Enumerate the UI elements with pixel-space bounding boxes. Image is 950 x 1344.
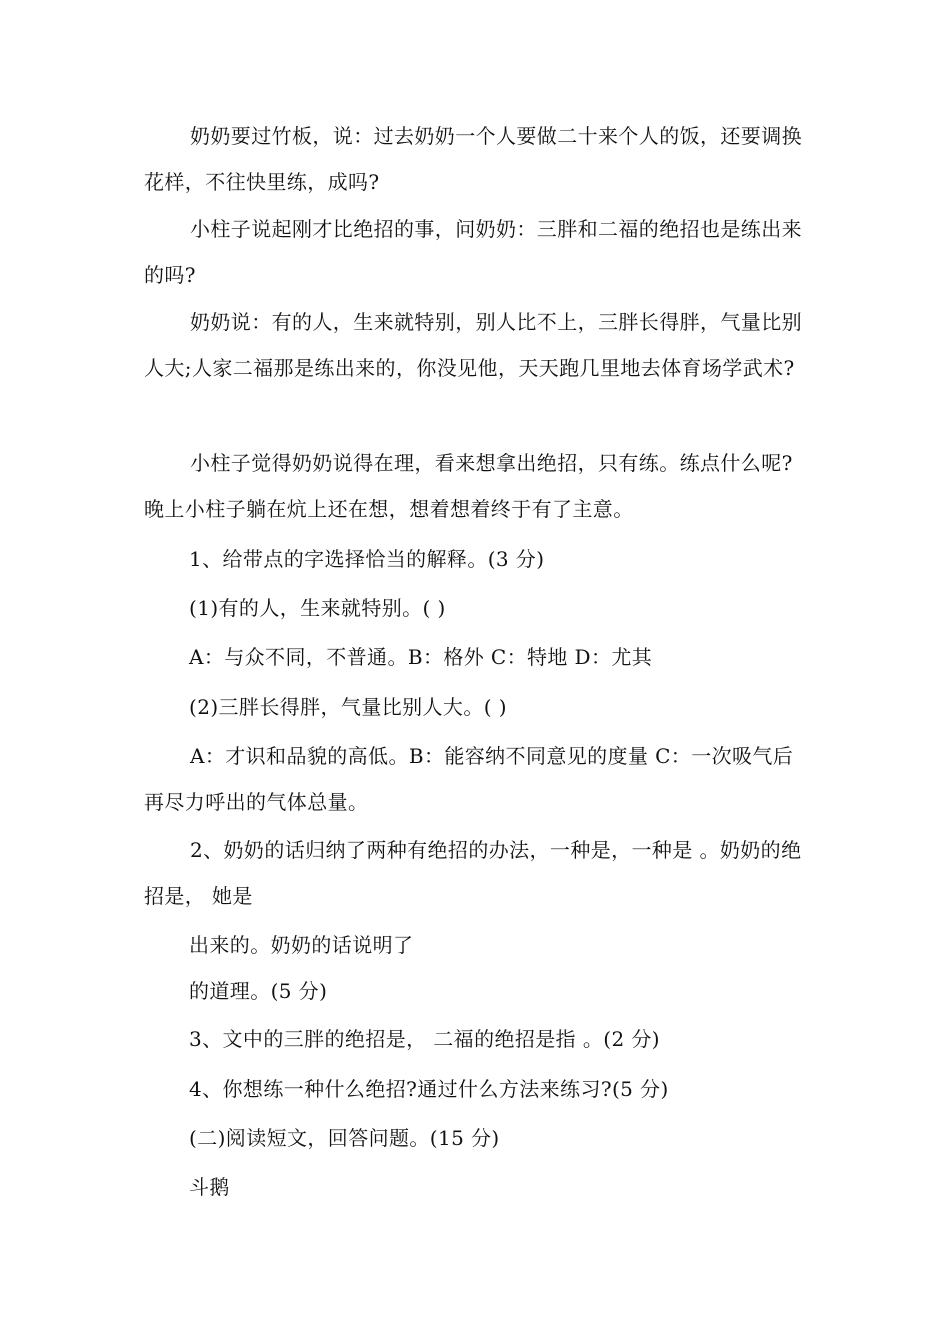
question-3: 3、文中的三胖的绝招是， 二福的绝招是指 。(2 分): [189, 1027, 660, 1051]
question-1-item-2: (2)三胖长得胖，气量比别人大。( ): [189, 695, 507, 719]
passage-title-douge: 斗鹅: [189, 1175, 230, 1199]
section-2-heading: (二)阅读短文，回答问题。(15 分): [189, 1126, 500, 1150]
question-1: 1、给带点的字选择恰当的解释。(3 分): [189, 547, 545, 571]
paragraph-grandma-says: 奶奶说：有的人，生来就特别，别人比不上，三胖长得胖，气量比别人大;人家二福那是练出来的，你没见他，天天跑几里地去体育场学武术?: [144, 310, 802, 380]
question-4: 4、你想练一种什么绝招?通过什么方法来练习?(5 分): [189, 1077, 669, 1101]
question-1-item-2-options: A：才识和品貌的高低。B：能容纳不同意见的度量 C：一次吸气后再尽力呼出的气体总量。: [144, 744, 794, 814]
question-2-part-a: 2、奶奶的话归纳了两种有绝招的办法，一种是，一种是 。奶奶的绝招是， 她是: [144, 838, 802, 908]
paragraph-grandma-bamboo: 奶奶要过竹板，说：过去奶奶一个人要做二十来个人的饭，还要调换花样，不往快里练，成吗?: [144, 124, 802, 194]
question-1-item-1-options: A：与众不同，不普通。B：格外 C：特地 D：尤其: [189, 645, 653, 669]
question-2-part-c: 的道理。(5 分): [189, 979, 328, 1003]
question-1-item-1: (1)有的人，生来就特别。( ): [189, 596, 446, 620]
paragraph-xiaozhuzi-asks: 小柱子说起刚才比绝招的事，问奶奶：三胖和二福的绝招也是练出来的吗?: [144, 217, 802, 287]
paragraph-xiaozhuzi-thinks: 小柱子觉得奶奶说得在理，看来想拿出绝招，只有练。练点什么呢?晚上小柱子躺在炕上还在想，想着想着终于有了主意。: [144, 451, 793, 521]
question-2-part-b: 出来的。奶奶的话说明了: [189, 933, 414, 957]
